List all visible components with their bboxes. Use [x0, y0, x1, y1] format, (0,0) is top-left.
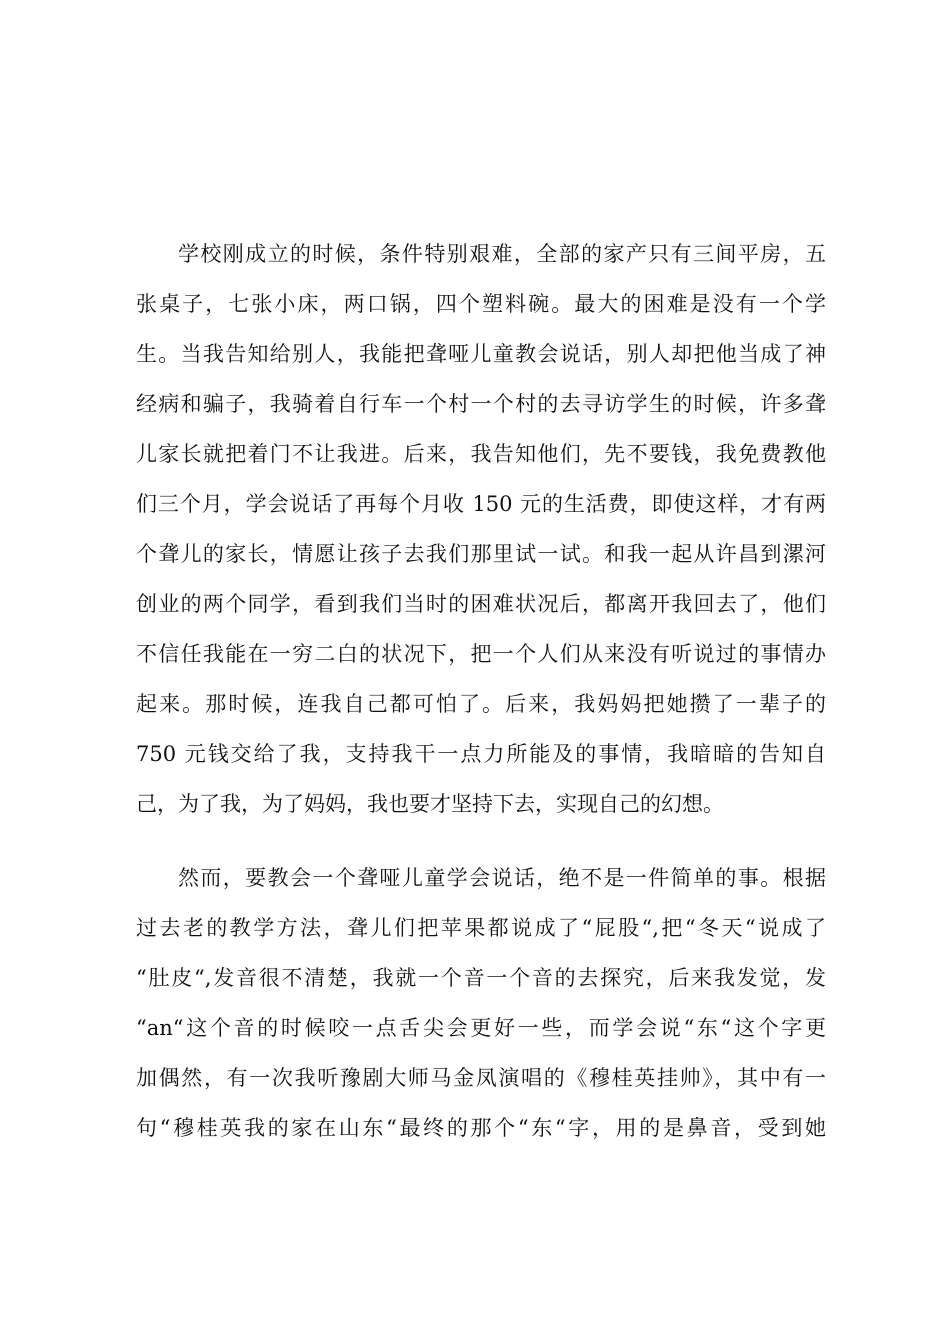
text-line: 经病和骗子，我骑着自行车一个村一个村的去寻访学生的时候，许多聋 — [136, 392, 826, 416]
text-line: 生。当我告知给别人，我能把聋哑儿童教会说话，别人却把他当成了神 — [136, 342, 826, 366]
paragraph-teaching-method — [136, 853, 826, 1153]
text-line: 不信任我能在一穷二白的状况下，把一个人们从来没有听说过的事情办 — [136, 642, 826, 666]
text-line: 儿家长就把着门不让我进。后来，我告知他们，先不要钱，我免费教他 — [136, 442, 826, 466]
text-line: 然而，要教会一个聋哑儿童学会说话，绝不是一件简单的事。根据 — [178, 866, 826, 890]
text-line: 创业的两个同学，看到我们当时的困难状况后，都离开我回去了，他们 — [136, 592, 826, 616]
text-line: 个聋儿的家长，情愿让孩子去我们那里试一试。和我一起从许昌到漯河 — [136, 542, 826, 566]
text-line: “an“这个音的时候咬一点舌尖会更好一些，而学会说“东“这个字更 — [136, 1016, 826, 1040]
text-line: “肚皮“,发音很不清楚，我就一个音一个音的去探究，后来我发觉，发 — [136, 966, 826, 990]
text-line: 们三个月，学会说话了再每个月收 150 元的生活费，即使这样，才有两 — [136, 492, 826, 516]
paragraph-school-founding — [136, 229, 826, 829]
text-line: 学校刚成立的时候，条件特别艰难，全部的家产只有三间平房，五 — [178, 242, 826, 266]
text-line: 750 元钱交给了我，支持我干一点力所能及的事情，我暗暗的告知自 — [136, 742, 826, 766]
text-line: 起来。那时候，连我自己都可怕了。后来，我妈妈把她攒了一辈子的 — [136, 692, 826, 716]
text-line: 过去老的教学方法，聋儿们把苹果都说成了“屁股“,把“冬天“说成了 — [136, 916, 826, 940]
text-line: 句“穆桂英我的家在山东“最终的那个“东“字，用的是鼻音，受到她 — [136, 1116, 826, 1140]
text-line: 加偶然，有一次我听豫剧大师马金凤演唱的《穆桂英挂帅》，其中有一 — [136, 1066, 826, 1090]
text-line: 张桌子，七张小床，两口锅，四个塑料碗。最大的困难是没有一个学 — [136, 292, 826, 316]
text-line: 己，为了我，为了妈妈，我也要才坚持下去，实现自己的幻想。 — [136, 792, 724, 816]
